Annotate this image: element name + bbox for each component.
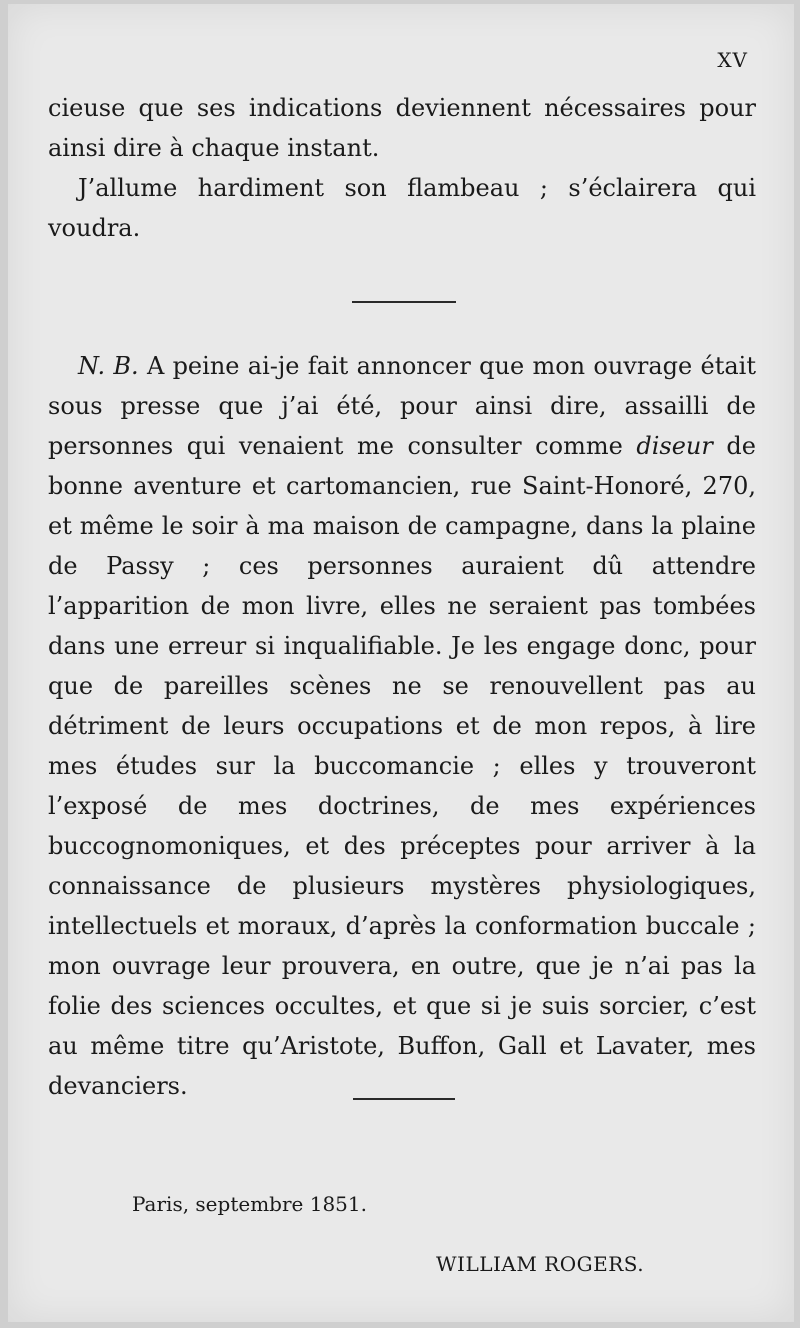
book-page bbox=[8, 4, 794, 1322]
closing-divider bbox=[353, 1098, 455, 1100]
place-and-date: Paris, septembre 1851. bbox=[132, 1192, 367, 1216]
section-divider bbox=[352, 301, 456, 303]
author-signature: WILLIAM ROGERS. bbox=[436, 1252, 645, 1276]
body-text bbox=[48, 88, 756, 248]
paragraph-continuation: cieuse que ses indications deviennent nécessaires pour ainsi dire à chaque instant. bbox=[48, 94, 756, 162]
note-block bbox=[48, 346, 756, 1106]
note-text-after: de bonne aventure et cartomancien, rue Saint-Honoré, 270, et même le soir à ma maison de campagne, dans la plaine de Passy ; ces personnes auraient dû attendre l’apparition de mon livre, elles ne seraient pas tombées dans une erreur si inqualifiable. Je les engage donc, pour que de pareilles scènes ne se renouvellent pas au détriment de leurs occupations et de mon repos, à lire mes études sur la buccomancie ; elles y trouveront l’exposé de mes doctrines, de mes expériences buccognomoniques, et des préceptes pour arriver à la connaissance de plusieurs mystères physiologiques, intellectuels et moraux, d’après la conformation buccale ; mon ouvrage leur prouvera, en outre, que je n’ai pas la folie des sciences occultes, et que si je suis sorcier, c’est au même titre qu’Aristote, Buffon, Gall et Lavater, mes devanciers. bbox=[48, 432, 756, 1100]
note-paragraph bbox=[48, 346, 756, 1106]
paragraph-flambeau: J’allume hardiment son flambeau ; s’éclairera qui voudra. bbox=[48, 174, 756, 242]
note-emphasis: diseur bbox=[636, 432, 713, 460]
note-text-before: A peine ai-je fait annoncer que mon ouvrage était sous presse que j’ai été, pour ainsi dire, assailli de personnes qui venaient me consulter comme bbox=[48, 352, 756, 460]
page-number: XV bbox=[717, 48, 748, 72]
note-label: N. B. bbox=[78, 352, 139, 380]
